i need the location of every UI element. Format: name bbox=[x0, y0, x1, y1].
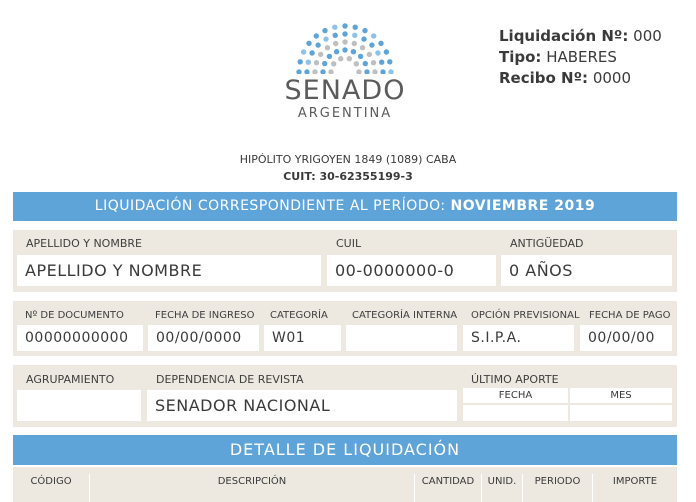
emblem-dot bbox=[371, 33, 376, 38]
agrupamiento-label: AGRUPAMIENTO bbox=[26, 373, 115, 386]
antiguedad-field: 0 AÑOS bbox=[501, 255, 672, 286]
emblem-dot bbox=[342, 47, 347, 52]
emblem-dot bbox=[301, 49, 306, 54]
emblem-dot bbox=[354, 61, 359, 66]
categoria-field: W01 bbox=[264, 325, 341, 351]
mes-field bbox=[570, 405, 672, 421]
emblem-dot bbox=[314, 60, 319, 65]
emblem-dot bbox=[369, 42, 374, 47]
emblem-dot bbox=[356, 69, 361, 74]
detail-table-header bbox=[13, 467, 677, 502]
emblem-dot bbox=[342, 23, 347, 28]
logo-name: SENADO bbox=[284, 75, 406, 106]
dependencia-label: DEPENDENCIA DE REVISTA bbox=[156, 373, 304, 386]
dependencia-panel bbox=[13, 365, 677, 427]
emblem-dot bbox=[333, 41, 338, 46]
liquidacion-tipo: Tipo: HABERES bbox=[499, 48, 617, 66]
detail-title-bar: DETALLE DE LIQUIDACIÓN bbox=[13, 435, 677, 465]
emblem-dot bbox=[372, 69, 377, 74]
emblem-dot bbox=[306, 41, 311, 46]
emblem-dot bbox=[296, 69, 301, 74]
ingreso-label: FECHA DE INGRESO bbox=[155, 310, 255, 321]
emblem-dot bbox=[352, 33, 357, 38]
emblem-dot bbox=[309, 50, 314, 55]
categoria-label: CATEGORÍA bbox=[270, 310, 328, 321]
prevision-label: OPCIÓN PREVISIONAL bbox=[471, 310, 580, 321]
recibo-number: Recibo Nº: 0000 bbox=[499, 69, 632, 87]
pago-field: 00/00/00 bbox=[580, 325, 672, 351]
emblem-dot bbox=[322, 28, 327, 33]
emblem-dot bbox=[323, 36, 328, 41]
antiguedad-label: ANTIGÜEDAD bbox=[510, 237, 584, 250]
emblem-dot bbox=[332, 25, 337, 30]
pago-label: FECHA DE PAGO bbox=[589, 310, 671, 321]
logo-country: ARGENTINA bbox=[297, 106, 393, 121]
emblem-dot bbox=[347, 56, 352, 61]
mes-header: MES bbox=[570, 388, 672, 403]
emblem-dot bbox=[318, 52, 323, 57]
emblem-dot bbox=[360, 45, 365, 50]
emblem-dot bbox=[334, 49, 339, 54]
period-bar bbox=[13, 192, 677, 221]
period-label: LIQUIDACIÓN CORRESPONDIENTE AL PERÍODO: bbox=[94, 198, 446, 214]
emblem-dot bbox=[388, 69, 393, 74]
liquidacion-number: Liquidación Nº: 000 bbox=[499, 27, 662, 45]
cuit-line: CUIT: 30-62355199-3 bbox=[283, 170, 413, 183]
agrupamiento-field bbox=[17, 390, 141, 421]
apellido-field: APELLIDO Y NOMBRE bbox=[17, 255, 321, 286]
liquidacion-info bbox=[499, 26, 662, 89]
emblem-dot bbox=[328, 69, 333, 74]
column-descripcion: DESCRIPCIÓN bbox=[217, 476, 287, 487]
emblem-dot bbox=[333, 33, 338, 38]
cuil-label: CUIL bbox=[336, 237, 362, 250]
emblem-dot bbox=[314, 33, 319, 38]
emblem-dot bbox=[364, 69, 369, 74]
column-periodo: PERIODO bbox=[534, 476, 581, 487]
emblem-dot bbox=[367, 52, 372, 57]
emblem-dot bbox=[378, 41, 383, 46]
emblem-dot bbox=[353, 25, 358, 30]
period-value: NOVIEMBRE 2019 bbox=[450, 198, 596, 214]
emblem-dot bbox=[387, 59, 392, 64]
emblem-dot bbox=[363, 61, 368, 66]
column-cantidad: CANTIDAD bbox=[421, 476, 475, 487]
employee-panel bbox=[13, 230, 677, 292]
emblem-dot bbox=[298, 59, 303, 64]
address-line: HIPÓLITO YRIGOYEN 1849 (1089) CABA bbox=[239, 153, 457, 166]
emblem-dot bbox=[375, 50, 380, 55]
ultimo-aporte-label: ÚLTIMO APORTE bbox=[471, 373, 559, 386]
employment-panel bbox=[13, 301, 677, 356]
emblem-dot bbox=[322, 61, 327, 66]
fecha-field bbox=[463, 405, 568, 421]
emblem-dot bbox=[380, 69, 385, 74]
emblem-dot bbox=[312, 69, 317, 74]
emblem-dot bbox=[352, 41, 357, 46]
emblem-dot bbox=[304, 69, 309, 74]
categoria-interna-field bbox=[346, 325, 457, 351]
fecha-header: FECHA bbox=[463, 388, 568, 403]
emblem-dot bbox=[338, 56, 343, 61]
emblem-dot bbox=[320, 69, 325, 74]
column-codigo: CÓDIGO bbox=[30, 476, 72, 487]
emblem-dot bbox=[371, 60, 376, 65]
column-importe: IMPORTE bbox=[612, 476, 658, 487]
emblem-dot bbox=[306, 60, 311, 65]
dependencia-field: SENADOR NACIONAL bbox=[147, 390, 457, 421]
emblem-dot bbox=[362, 28, 367, 33]
emblem-dot bbox=[351, 49, 356, 54]
emblem-dot bbox=[327, 54, 332, 59]
ingreso-field: 00/00/0000 bbox=[148, 325, 259, 351]
emblem-dot bbox=[325, 45, 330, 50]
column-unid: UNID. bbox=[487, 476, 517, 487]
prevision-field: S.I.P.A. bbox=[463, 325, 574, 351]
emblem-dot bbox=[331, 61, 336, 66]
emblem-dot bbox=[379, 60, 384, 65]
apellido-label: APELLIDO Y NOMBRE bbox=[26, 237, 142, 250]
cuil-field: 00-0000000-0 bbox=[327, 255, 496, 286]
documento-field: 00000000000 bbox=[17, 325, 143, 351]
emblem-dot bbox=[361, 36, 366, 41]
senado-emblem-icon bbox=[290, 22, 400, 74]
address-block bbox=[0, 151, 696, 185]
emblem-dot bbox=[384, 49, 389, 54]
documento-label: Nº DE DOCUMENTO bbox=[25, 310, 124, 321]
emblem-dot bbox=[342, 31, 347, 36]
emblem-dot bbox=[342, 39, 347, 44]
senado-logo bbox=[270, 22, 420, 132]
categoria-interna-label: CATEGORÍA INTERNA bbox=[352, 310, 458, 321]
emblem-dot bbox=[315, 42, 320, 47]
emblem-dot bbox=[358, 54, 363, 59]
